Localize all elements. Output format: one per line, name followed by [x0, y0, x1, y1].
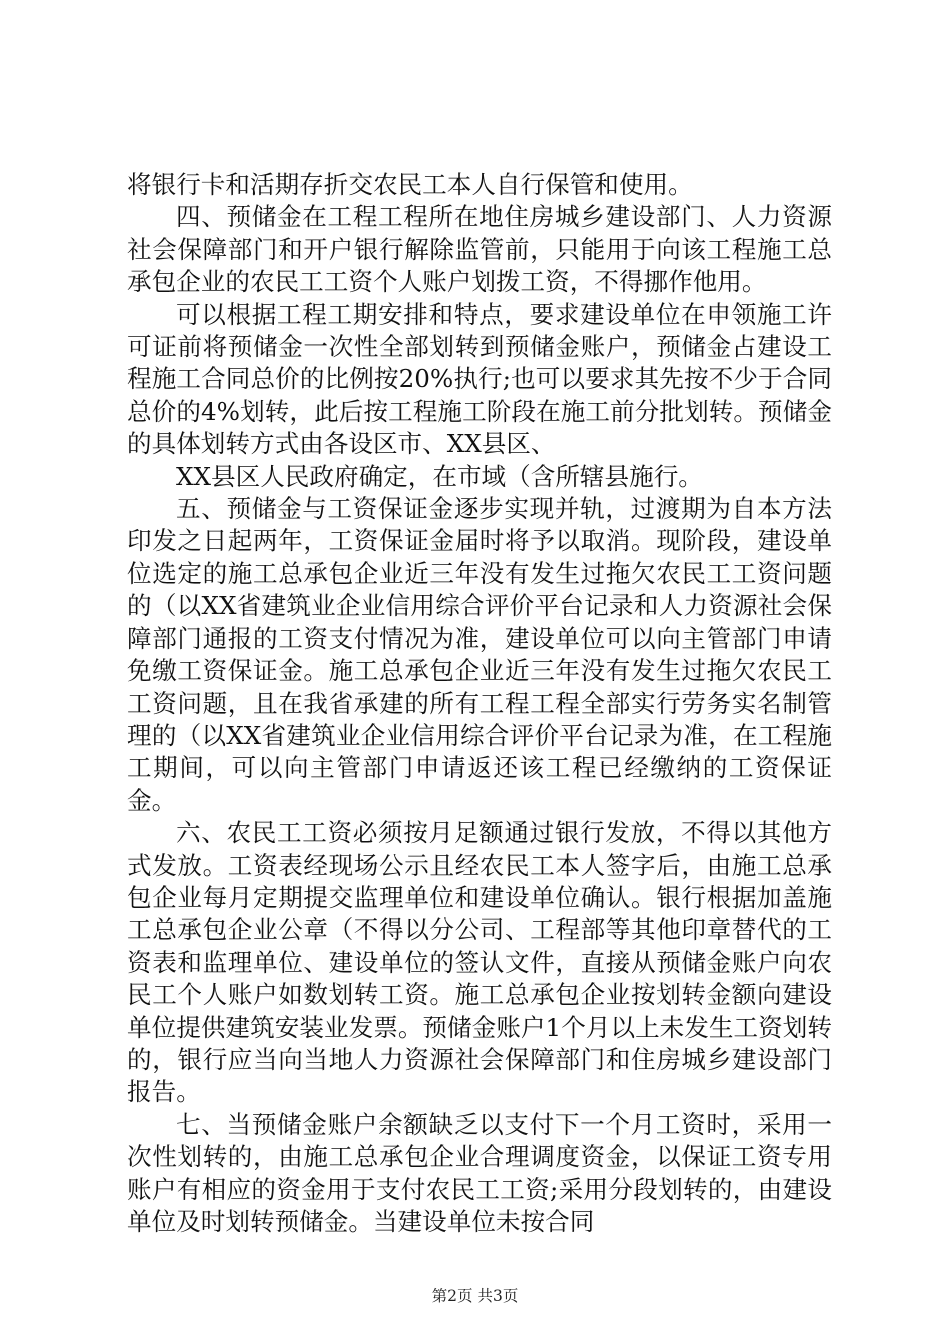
paragraph-section-7: 七、当预储金账户余额缺乏以支付下一个月工资时，采用一次性划转的，由施工总承包企业合理调度资金，以保证工资专用账户有相应的资金用于支付农民工工资;采用分段划转的，由建设单位及时划转预储金。当建设单位未按合同 [127, 1109, 832, 1236]
paragraph-continuation: 将银行卡和活期存折交农民工本人自行保管和使用。 [127, 170, 693, 199]
paragraph-transfer-options: 可以根据工程工期安排和特点，要求建设单位在申领施工许可证前将预储金一次性全部划转到预储金账户，预储金占建设工程施工合同总价的比例按20%执行;也可以要求其先按不少于合同总价的4%划转，此后按工程施工阶段在施工前分批划转。预储金的具体划转方式由各设区市、XX县区、 [127, 299, 832, 459]
paragraph-section-5: 五、预储金与工资保证金逐步实现并轨，过渡期为自本方法印发之日起两年，工资保证金届时将予以取消。现阶段，建设单位选定的施工总承包企业近三年没有发生过拖欠农民工工资问题的（以XX省建筑业企业信用综合评价平台记录和人力资源社会保障部门通报的工资支付情况为准，建设单位可以向主管部门申请免缴工资保证金。施工总承包企业近三年没有发生过拖欠农民工工资问题，且在我省承建的所有工程工程全部实行劳务实名制管理的（以XX省建筑业企业信用综合评价平台记录为准，在工程施工期间，可以向主管部门申请返还该工程已经缴纳的工资保证金。 [127, 494, 832, 815]
body-text [127, 169, 832, 1238]
page-footer: 第2页 共3页 [431, 1287, 519, 1305]
paragraph-government-scope: XX县区人民政府确定，在市域（含所辖县施行。 [176, 461, 703, 491]
paragraph-section-6: 六、农民工工资必须按月足额通过银行发放，不得以其他方式发放。工资表经现场公示且经农民工本人签字后，由施工总承包企业每月定期提交监理单位和建设单位确认。银行根据加盖施工总承包企业公章（不得以分公司、工程部等其他印章替代的工资表和监理单位、建设单位的签认文件，直接从预储金账户向农民工个人账户如数划转工资。施工总承包企业按划转金额向建设单位提供建筑安装业发票。预储金账户1个月以上未发生工资划转的，银行应当向当地人力资源社会保障部门和住房城乡建设部门报告。 [127, 818, 832, 1107]
paragraph-section-4: 四、预储金在工程工程所在地住房城乡建设部门、人力资源社会保障部门和开户银行解除监管前，只能用于向该工程施工总承包企业的农民工工资个人账户划拨工资，不得挪作他用。 [127, 202, 832, 297]
